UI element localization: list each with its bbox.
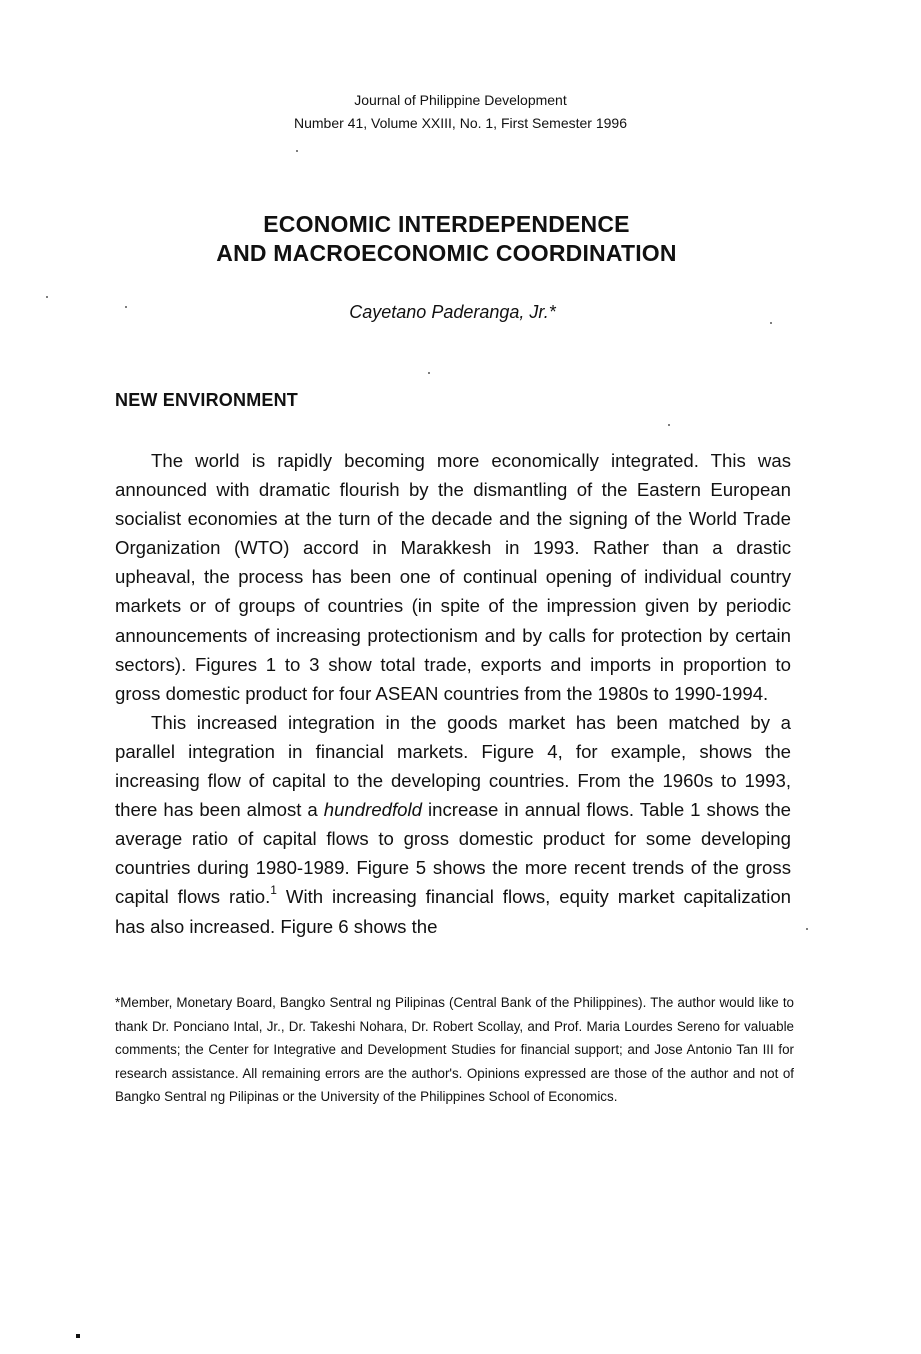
title-line-2: AND MACROECONOMIC COORDINATION — [216, 240, 677, 266]
scan-speck — [428, 372, 430, 374]
paragraph-2-part-c: With increasing financial flows, equity market capitalization has also increased. Figure 6 shows the — [115, 886, 792, 937]
scan-speck — [125, 306, 127, 308]
paragraph-2 — [115, 708, 791, 941]
paragraph-2-emphasis: hundredfold — [323, 799, 422, 821]
scan-speck — [46, 296, 48, 298]
paragraph-2-part-b: increase in annual flows. Table 1 shows the average ratio of capital flows to gross domestic product for some developing countries during 1980-1989. Figure 5 shows the more recent trends of the gross capital flows ratio. — [115, 799, 792, 908]
journal-issue: Number 41, Volume XXIII, No. 1, First Semester 1996 — [293, 115, 628, 131]
journal-name: Journal of Philippine Development — [354, 92, 567, 108]
paragraph-2-part-a: This increased integration in the goods market has been matched by a parallel integration in financial markets. Figure 4, for example, shows the increasing flow of capital to the developing countries. From the 1960s to 1993, there has been almost a — [115, 711, 791, 821]
title-line-1: ECONOMIC INTERDEPENDENCE — [263, 211, 630, 237]
scan-speck — [668, 424, 670, 426]
footnote-reference: 1 — [270, 883, 277, 898]
journal-header — [0, 89, 921, 135]
scan-speck — [770, 322, 772, 324]
page-mark — [76, 1334, 80, 1338]
scan-speck — [806, 928, 808, 930]
author-footnote: *Member, Monetary Board, Bangko Sentral ng Pilipinas (Central Bank of the Philippines). The author would like to thank Dr. Ponciano Intal, Jr., Dr. Takeshi Nohara, Dr. Robert Scollay, and Prof. Maria Lourdes Sereno for valuable comments; the Center for Integrative and Development Studies for financial support; and Jose Antonio Tan III for research assistance. All remaining errors are the author's. Opinions expressed are those of the author and not of Bangko Sentral ng Pilipinas or the University of the Philippines School of Economics. — [115, 995, 794, 1105]
author-name: Cayetano Paderanga, Jr.* — [349, 302, 556, 322]
article-title — [0, 210, 893, 268]
section-heading: NEW ENVIRONMENT — [115, 390, 298, 410]
body-text — [115, 446, 791, 941]
paragraph-1: The world is rapidly becoming more economically integrated. This was announced with dramatic flourish by the dismantling of the Eastern European socialist economies at the turn of the decade and the signing of the World Trade Organization (WTO) accord in Marakkesh in 1993. Rather than a drastic upheaval, the process has been one of continual opening of individual country markets or of groups of countries (in spite of the impression given by periodic announcements of increasing protectionism and by calls for protection by certain sectors). Figures 1 to 3 show total trade, exports and imports in proportion to gross domestic product for four ASEAN countries from the 1980s to 1990-1994. — [115, 450, 791, 704]
scan-speck — [296, 150, 298, 152]
